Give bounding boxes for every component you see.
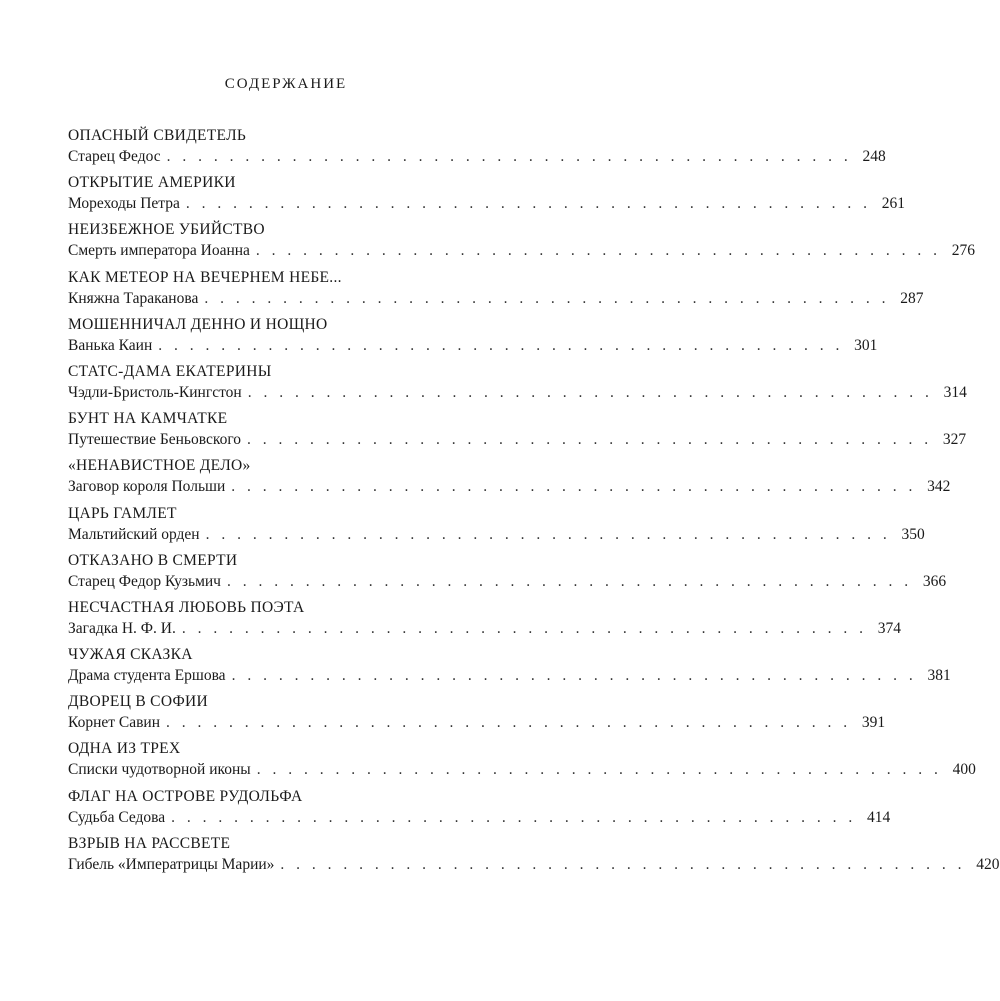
chapter-title: ОТКАЗАНО В СМЕРТИ bbox=[68, 551, 238, 569]
toc-entry bbox=[68, 692, 886, 739]
subtitle-line bbox=[68, 146, 886, 168]
chapter-subtitle: Мореходы Петра bbox=[68, 195, 180, 213]
page-number: 287 bbox=[900, 289, 924, 307]
subtitle-line bbox=[68, 807, 891, 829]
toc-entry bbox=[68, 362, 967, 409]
subtitle-line bbox=[68, 429, 967, 451]
dot-leader: . . . . . . . . . . . . . . . . . . . . . . . . . . . . . . . . . . . . . . . . . . . . bbox=[185, 195, 872, 213]
dot-leader: . . . . . . . . . . . . . . . . . . . . . . . . . . . . . . . . . . . . . . . . . . . . bbox=[171, 808, 857, 826]
chapter-subtitle: Загадка Н. Ф. И. bbox=[68, 619, 176, 637]
chapter-subtitle: Гибель «Императрицы Марии» bbox=[68, 855, 275, 873]
chapter-subtitle: Судьба Седова bbox=[68, 808, 166, 826]
chapter-title: НЕИЗБЕЖНОЕ УБИЙСТВО bbox=[68, 221, 265, 239]
table-of-contents bbox=[68, 126, 1000, 881]
chapter-subtitle: Смерть императора Иоанна bbox=[68, 242, 250, 260]
chapter-subtitle: Заговор короля Польши bbox=[68, 478, 226, 496]
dot-leader: . . . . . . . . . . . . . . . . . . . . . . . . . . . . . . . . . . . . . . . . . . . . bbox=[181, 619, 867, 637]
chapter-title: БУНТ НА КАМЧАТКЕ bbox=[68, 410, 228, 428]
page-number: 420 bbox=[976, 855, 1000, 873]
page-number: 261 bbox=[881, 195, 906, 213]
dot-leader: . . . . . . . . . . . . . . . . . . . . . . . . . . . . . . . . . . . . . . . . . . . . bbox=[204, 289, 890, 307]
dot-leader: . . . . . . . . . . . . . . . . . . . . . . . . . . . . . . . . . . . . . . . . . . . . bbox=[256, 761, 942, 779]
page-number: 391 bbox=[861, 714, 886, 732]
dot-leader: . . . . . . . . . . . . . . . . . . . . . . . . . . . . . . . . . . . . . . . . . . . . bbox=[166, 714, 852, 732]
dot-leader: . . . . . . . . . . . . . . . . . . . . . . . . . . . . . . . . . . . . . . . . . . . . bbox=[205, 525, 891, 543]
page-number: 314 bbox=[943, 383, 967, 401]
subtitle-line bbox=[68, 476, 951, 498]
page-number: 381 bbox=[927, 667, 951, 685]
chapter-subtitle: Путешествие Беньовского bbox=[68, 431, 242, 449]
toc-entry bbox=[68, 504, 925, 551]
chapter-subtitle: Чэдли-Бристоль-Кингстон bbox=[68, 383, 242, 401]
subtitle-line bbox=[68, 665, 951, 687]
page-number: 248 bbox=[862, 148, 886, 165]
dot-leader: . . . . . . . . . . . . . . . . . . . . . . . . . . . . . . . . . . . . . . . . . . . . bbox=[231, 478, 917, 496]
subtitle-line bbox=[68, 759, 976, 781]
subtitle-line bbox=[68, 240, 976, 262]
subtitle-line bbox=[68, 618, 901, 640]
chapter-subtitle: Списки чудотворной иконы bbox=[68, 761, 251, 779]
chapter-subtitle: Драма студента Ершова bbox=[68, 667, 226, 685]
chapter-title: ФЛАГ НА ОСТРОВЕ РУДОЛЬФА bbox=[68, 787, 303, 805]
chapter-subtitle: Княжна Тараканова bbox=[68, 289, 199, 307]
subtitle-line bbox=[68, 524, 925, 546]
toc-entry bbox=[68, 456, 951, 503]
chapter-title: ВЗРЫВ НА РАССВЕТЕ bbox=[68, 834, 231, 852]
page-number: 342 bbox=[927, 478, 951, 496]
dot-leader: . . . . . . . . . . . . . . . . . . . . . . . . . . . . . . . . . . . . . . . . . . . . bbox=[166, 148, 852, 165]
chapter-title: ЧУЖАЯ СКАЗКА bbox=[68, 646, 193, 664]
subtitle-line bbox=[68, 193, 906, 215]
chapter-title: МОШЕННИЧАЛ ДЕННО И НОЩНО bbox=[68, 315, 328, 333]
page-number: 374 bbox=[877, 619, 901, 637]
page-number: 350 bbox=[901, 525, 925, 543]
toc-entry bbox=[68, 268, 924, 315]
subtitle-line bbox=[68, 288, 924, 310]
toc-entry bbox=[68, 315, 878, 362]
chapter-title: «НЕНАВИСТНОЕ ДЕЛО» bbox=[68, 457, 251, 475]
chapter-title: ОТКРЫТИЕ АМЕРИКИ bbox=[68, 174, 236, 192]
chapter-subtitle: Старец Федор Кузьмич bbox=[68, 572, 221, 590]
chapter-title: НЕСЧАСТНАЯ ЛЮБОВЬ ПОЭТА bbox=[68, 598, 305, 616]
subtitle-line bbox=[68, 854, 1000, 876]
toc-entry bbox=[68, 645, 951, 692]
chapter-title: ОДНА ИЗ ТРЕХ bbox=[68, 740, 181, 758]
toc-entry bbox=[68, 173, 906, 220]
toc-entry bbox=[68, 598, 901, 645]
chapter-subtitle: Ванька Каин bbox=[68, 336, 153, 354]
subtitle-line bbox=[68, 335, 878, 357]
dot-leader: . . . . . . . . . . . . . . . . . . . . . . . . . . . . . . . . . . . . . . . . . . . . bbox=[247, 431, 933, 449]
chapter-title: ДВОРЕЦ В СОФИИ bbox=[68, 693, 209, 711]
toc-entry bbox=[68, 834, 1000, 881]
toc-entry bbox=[68, 409, 967, 456]
chapter-subtitle: Мальтийский орден bbox=[68, 525, 200, 543]
subtitle-line bbox=[68, 712, 886, 734]
chapter-title: СТАТС-ДАМА ЕКАТЕРИНЫ bbox=[68, 362, 272, 380]
page-title: СОДЕРЖАНИЕ bbox=[224, 76, 348, 92]
chapter-title: ОПАСНЫЙ СВИДЕТЕЛЬ bbox=[68, 127, 247, 144]
chapter-subtitle: Корнет Савин bbox=[68, 714, 161, 732]
dot-leader: . . . . . . . . . . . . . . . . . . . . . . . . . . . . . . . . . . . . . . . . . . . . bbox=[255, 242, 942, 260]
page-number: 301 bbox=[854, 336, 878, 354]
toc-entry bbox=[68, 787, 891, 834]
chapter-subtitle: Старец Федос bbox=[68, 148, 161, 165]
subtitle-line bbox=[68, 571, 947, 593]
chapter-title: ЦАРЬ ГАМЛЕТ bbox=[68, 504, 177, 522]
toc-entry bbox=[68, 126, 886, 173]
page-number: 414 bbox=[867, 808, 891, 826]
toc-entry bbox=[68, 220, 976, 267]
page-number: 400 bbox=[952, 761, 976, 779]
page-number: 366 bbox=[922, 572, 947, 590]
chapter-title: КАК МЕТЕОР НА ВЕЧЕРНЕМ НЕБЕ... bbox=[68, 268, 342, 286]
dot-leader: . . . . . . . . . . . . . . . . . . . . . . . . . . . . . . . . . . . . . . . . . . . . bbox=[231, 667, 917, 685]
subtitle-line bbox=[68, 382, 967, 404]
page-number: 327 bbox=[942, 431, 967, 449]
toc-entry bbox=[68, 551, 947, 598]
page-number: 276 bbox=[951, 242, 976, 260]
dot-leader: . . . . . . . . . . . . . . . . . . . . . . . . . . . . . . . . . . . . . . . . . . . . bbox=[226, 572, 913, 590]
toc-entry bbox=[68, 739, 976, 786]
dot-leader: . . . . . . . . . . . . . . . . . . . . . . . . . . . . . . . . . . . . . . . . . . . . bbox=[247, 383, 933, 401]
dot-leader: . . . . . . . . . . . . . . . . . . . . . . . . . . . . . . . . . . . . . . . . . . . . bbox=[280, 855, 966, 873]
dot-leader: . . . . . . . . . . . . . . . . . . . . . . . . . . . . . . . . . . . . . . . . . . . . bbox=[158, 336, 844, 354]
